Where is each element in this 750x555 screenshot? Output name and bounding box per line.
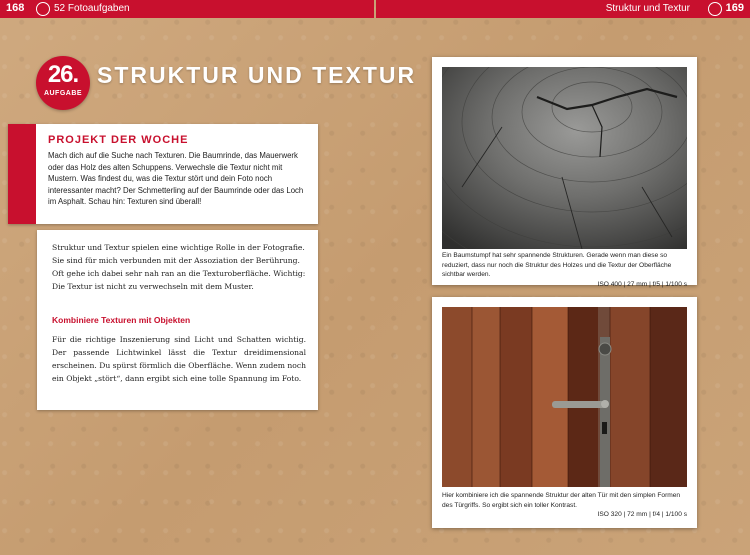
task-label: AUFGABE xyxy=(43,90,83,97)
stump-caption xyxy=(442,251,687,289)
photo-card-door xyxy=(432,297,697,528)
project-title: PROJEKT DER WOCHE xyxy=(48,134,189,146)
page-circle-icon xyxy=(708,2,722,16)
header-bar-left xyxy=(0,0,374,18)
page-circle-icon xyxy=(36,2,50,16)
main-text-box xyxy=(37,230,318,410)
task-number: 26. xyxy=(47,61,79,88)
stump-exif: ISO 400 | 27 mm | f/5 | 1/100 s xyxy=(597,280,687,288)
project-text: Mach dich auf die Suche nach Texturen. Die Baumrinde, das Mauerwerk oder das Holz des alten Schuppens. Verwechsle die Textur nicht mit Mustern. Was findest du, was die Textur stört und dein Foto noch interessanter macht? Der Schmetterling auf der Baumrinde oder das Loch im Asphalt. Schau hin: Texturen sind überall! xyxy=(48,151,304,206)
wooden-door-photo xyxy=(442,307,687,487)
intro-paragraph: Struktur und Textur spielen eine wichtige Rolle in der Fotografie. Sie sind für mich verbunden mit der Assoziation der Berührung. Oft gehe ich dabei sehr nah ran an die Texturoberfläche. Wichtig: Die Textur ist nicht zu verwechseln mit dem Muster. xyxy=(52,243,306,291)
body-paragraph: Für die richtige Inszenierung sind Licht und Schatten wichtig. Der passende Lichtwinkel lässt die Textur dreidimensional erscheinen. Du spürst förmlich die Oberfläche. Wenn zudem noch ein Objekt „stört“, dann ergibt sich eine tolle Spannung im Foto. xyxy=(52,335,306,383)
right-page-number: 169 xyxy=(725,2,744,14)
door-caption-text: Hier kombiniere ich die spannende Struktur der alten Tür mit den simplen Formen des Türgriffs. So ergibt sich ein toller Kontrast. xyxy=(442,492,681,509)
left-page-number: 168 xyxy=(6,2,25,14)
project-of-week-box xyxy=(8,124,318,224)
red-tab xyxy=(8,124,36,224)
header-bar-right xyxy=(376,0,750,18)
task-badge xyxy=(36,56,90,110)
tree-stump-photo xyxy=(442,67,687,249)
door-caption xyxy=(442,491,687,520)
stump-caption-text: Ein Baumstumpf hat sehr spannende Strukturen. Gerade wenn man diese so reduziert, dass nur noch die Struktur des Holzes und die Textur der Oberfläche sichtbar werden. xyxy=(442,252,672,278)
chapter-title: STRUKTUR UND TEXTUR xyxy=(97,62,417,88)
subheading: Kombiniere Texturen mit Objekten xyxy=(52,315,191,325)
book-title: 52 Fotoaufgaben xyxy=(54,3,130,14)
door-exif: ISO 320 | 72 mm | f/4 | 1/100 s xyxy=(597,511,687,518)
section-title: Struktur und Textur xyxy=(605,3,690,14)
photo-card-stump xyxy=(432,57,697,288)
